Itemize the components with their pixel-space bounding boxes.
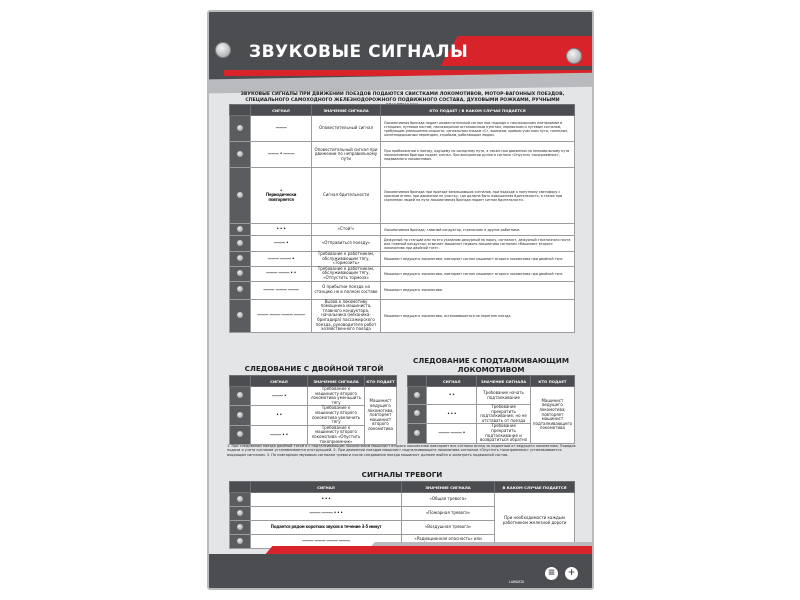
- table-row: [230, 224, 575, 236]
- meaning-cell: «Общая тревога»: [402, 493, 495, 507]
- who-cell: Локомотивная бригада, главный кондуктор, стрелочник и другие работники.: [381, 224, 575, 236]
- meaning-cell: Вызов к локомотиву помощника машиниста, главного кондуктора, начальника (механика-бригадира) пассажирского поезда, руководителя работ хозяйственного поезда: [312, 299, 381, 332]
- poster: [207, 10, 594, 590]
- lamp-icon: [237, 270, 243, 276]
- signal-lamp-cell: [230, 507, 251, 521]
- who-cell: Машинист ведущего локомотива, повторяет машинист второго локомотива: [365, 387, 397, 445]
- signal-cell: [251, 116, 312, 142]
- signal-cell: ——— •: [251, 387, 308, 406]
- who-cell: Дежурный по станции или по его указанию дежурный по парку, сигналист, дежурный стрелочного поста или главный кондуктор; отвечает машинист первого локомотива сигналом «Машинист второго локомотива при двойной тяге».: [381, 236, 575, 252]
- main-signal-table: [229, 104, 575, 333]
- lamp-icon: [237, 312, 243, 318]
- who-cell: Машинист ведущего локомотива; повторяет сигнал машинист второго локомотива при двойной тяге.: [381, 266, 575, 281]
- lamp-icon: [237, 125, 243, 131]
- signal-pattern: ——— • ———: [267, 151, 295, 157]
- meaning-cell: Оповестительный сигнал при движении по неправильному пути: [312, 142, 381, 168]
- signal-cell: [251, 507, 402, 521]
- signal-lamp-cell: [230, 387, 251, 406]
- lamp-icon: [237, 255, 243, 261]
- meaning-cell: Сигнал бдительности: [312, 168, 381, 224]
- signal-pattern: ——— ——— ——— ———: [302, 538, 350, 544]
- signal-pattern: ——— ——— • • •: [309, 510, 343, 516]
- when-cell: При необходимости каждым работником железной дороги: [495, 493, 575, 549]
- who-cell: При приближении к поезду, идущему по соседнему пути, а также при движении по неправильному пути локомотивная бригада подает сигнал. При восприятии ручного сигнала «Опустить токоприемник», подаваемого локомотивом.: [381, 142, 575, 168]
- signal-lamp-cell: [230, 425, 251, 444]
- signal-note: Подается рядом коротких звуков в течение 3-5 минут: [270, 524, 382, 530]
- meaning-cell: Требование начать подталкивание: [477, 387, 531, 405]
- lamp-icon: [414, 392, 420, 398]
- signal-lamp-cell: [230, 281, 251, 299]
- table-row: [230, 299, 575, 332]
- signal-cell: [251, 252, 312, 267]
- lamp-icon: [237, 226, 243, 232]
- meaning-cell: «Радиационная опасность» или: [402, 535, 495, 549]
- signal-pattern: • • •: [276, 226, 286, 232]
- col-meaning: ЗНАЧЕНИЕ СИГНАЛА: [312, 105, 381, 116]
- signal-lamp-cell: [230, 252, 251, 267]
- signal-lamp-cell: [230, 299, 251, 332]
- lamp-icon: [414, 430, 420, 436]
- signal-cell: ——— • •: [251, 425, 308, 444]
- brand-text: LAWDATA: [509, 580, 525, 584]
- signal-cell: [251, 266, 312, 281]
- who-cell: Машинист ведущего локомотива; повторяет машинист подталкивающего локомотива: [530, 387, 574, 444]
- signal-lamp-cell: [230, 521, 251, 535]
- signal-lamp-cell: [230, 493, 251, 507]
- col-who: КТО ПОДАЕТ: [365, 376, 397, 387]
- col-who: КТО ПОДАЕТ / В КАКОМ СЛУЧАЕ ПОДАЕТСЯ: [381, 105, 575, 116]
- col-meaning: ЗНАЧЕНИЕ СИГНАЛА: [477, 376, 531, 387]
- bolt-icon: [215, 42, 231, 58]
- signal-cell: [251, 236, 312, 252]
- who-cell: Машинист ведущего локомотива; повторяет сигнал машинист второго локомотива при двойной тяге.: [381, 252, 575, 267]
- who-cell: Локомотивная бригада подает оповестительный сигнал при подходе к пассажирским платформам и станциям, путевым постам, пассажирским остановочным пунктам, перевозкам и путевым сигналам, требующим уменьшения скорости, сигнальным знакам «С», выемкам, кривым участкам пути, тоннелям, железнодорожным переездам, стройкам, работающим людям.: [381, 116, 575, 142]
- col-when: В КАКОМ СЛУЧАЕ ПОДАЕТСЯ: [495, 482, 575, 493]
- meaning-cell: Требование к работникам, обслуживающим тягу, «Тормозить»: [312, 252, 381, 267]
- meaning-cell: Требование к работникам, обслуживающим тягу, «Отпустить тормоза»: [312, 266, 381, 281]
- table-row: [230, 493, 575, 507]
- signal-cell: [251, 521, 402, 535]
- meaning-cell: «Стой!»: [312, 224, 381, 236]
- signal-lamp-cell: [230, 266, 251, 281]
- signal-lamp-cell: [408, 405, 427, 424]
- signal-lamp-cell: [408, 387, 427, 405]
- lamp-icon: [237, 431, 243, 437]
- signal-note: Периодически повторяется: [265, 192, 297, 202]
- signal-lamp-cell: [408, 424, 427, 443]
- table-row: [230, 281, 575, 299]
- meaning-cell: Требование прекратить подталкивание, но не отставать от поезда: [477, 405, 531, 424]
- signal-cell: [251, 142, 312, 168]
- who-cell: Локомотивная бригада при проезде запрещающих сигналов, при подходе к попутному светофору с красным огнем, при движении по участку, где должна быть повышенная бдительность, а также при скоплении людей на пути локомотивная бригада подает сигнал бдительности.: [381, 168, 575, 224]
- signal-pattern: ——— ——— ———: [263, 286, 299, 292]
- double-traction-heading: СЛЕДОВАНИЕ С ДВОЙНОЙ ТЯГОЙ: [244, 364, 384, 373]
- table-row: [230, 236, 575, 252]
- poster-title: ЗВУКОВЫЕ СИГНАЛЫ: [249, 42, 469, 62]
- col-who: КТО ПОДАЕТ: [530, 376, 574, 387]
- signal-pattern: ———: [275, 125, 287, 131]
- table-row: [230, 116, 575, 142]
- meaning-cell: «Воздушная тревога»: [402, 521, 495, 535]
- signal-lamp-cell: [230, 406, 251, 425]
- meaning-cell: «Пожарная тревога»: [402, 507, 495, 521]
- signal-cell: [251, 299, 312, 332]
- meaning-cell: Требование к машинисту второго локомотива увеличить тягу: [308, 406, 365, 425]
- bolt-icon: [566, 48, 582, 64]
- who-cell: Машинист ведущего локомотива, остановившегося на перегоне поезда.: [381, 299, 575, 332]
- meaning-cell: Оповестительный сигнал: [312, 116, 381, 142]
- signal-lamp-cell: [230, 535, 251, 549]
- signal-lamp-cell: [230, 168, 251, 224]
- notes-text: 1. При следовании поезда двойной тягой и с подталкивающим локомотивом машинист второго локомотива повторяет все сигналы вслед за поданным от ведущего локомотива. Порядок подачи и учета сигналов устанавливается инструкцией. 2. При движении поездов машинист подталкивающего локомотива сигналом «Опустить токоприемник» устанавливается входящим сигналом. 3. По повторным звуковым сигналам тревоги после следования поезда машинист должен выйти и осмотреть подвижной состав.: [227, 444, 576, 457]
- signal-lamp-cell: [230, 116, 251, 142]
- col-signal: СИГНАЛ: [251, 105, 312, 116]
- signal-lamp-cell: [230, 236, 251, 252]
- footer-red-stripe: [266, 546, 594, 554]
- signal-lamp-cell: [230, 224, 251, 236]
- meaning-cell: Требование к машинисту второго локомотива «Опустить токоприемник»: [308, 425, 365, 444]
- lamp-icon: [414, 410, 420, 416]
- double-traction-table: [229, 375, 397, 445]
- signal-pattern: ——— ——— • •: [266, 270, 296, 276]
- signal-pattern: ——— ——— ——— ———: [257, 312, 305, 318]
- col-signal: СИГНАЛ: [251, 376, 308, 387]
- logo-bars-icon: ≡: [545, 567, 558, 580]
- who-cell: Машинист ведущего локомотива.: [381, 281, 575, 299]
- signal-cell: • • •: [427, 405, 477, 424]
- lamp-icon: [237, 524, 243, 530]
- signal-pattern: •: [279, 187, 283, 193]
- signal-cell: [251, 281, 312, 299]
- lamp-icon: [237, 240, 243, 246]
- meaning-cell: Требование к машинисту второго локомотива уменьшить тягу: [308, 387, 365, 406]
- lamp-icon: [237, 496, 243, 502]
- alarm-table: [229, 481, 575, 549]
- col-meaning: ЗНАЧЕНИЕ СИГНАЛА: [402, 482, 495, 493]
- lamp-icon: [237, 151, 243, 157]
- meaning-cell: Требование прекратить подталкивание и возвратиться обратно: [477, 424, 531, 443]
- lamp-icon: [237, 192, 243, 198]
- signal-lamp-cell: [230, 142, 251, 168]
- col-signal: СИГНАЛ: [427, 376, 477, 387]
- lamp-icon: [237, 286, 243, 292]
- table-row: [230, 168, 575, 224]
- intro-text: ЗВУКОВЫЕ СИГНАЛЫ ПРИ ДВИЖЕНИИ ПОЕЗДОВ ПОДАЮТСЯ СВИСТКАМИ ЛОКОМОТИВОВ, МОТОР-ВАГОННЫХ ПОЕЗДОВ, СПЕЦИАЛЬНОГО САМОХОДНОГО ЖЕЛЕЗНОДОРОЖНОГО ПОДВИЖНОГО СОСТАВА, ДУХОВЫМИ РОЖКАМИ, РУЧНЫМИ: [240, 92, 565, 103]
- signal-pattern: ——— ——— •: [267, 255, 295, 261]
- lamp-icon: [237, 412, 243, 418]
- signal-pattern: • • •: [321, 496, 331, 502]
- meaning-cell: «Отправиться поезду»: [312, 236, 381, 252]
- meaning-cell: О прибытии поезда на станцию не в полном составе: [312, 281, 381, 299]
- signal-cell: • •: [427, 387, 477, 405]
- table-row: [408, 387, 575, 405]
- table-row: [230, 387, 397, 406]
- signal-cell: [251, 224, 312, 236]
- pusher-heading: СЛЕДОВАНИЕ С ПОДТАЛКИВАЮЩИМ ЛОКОМОТИВОМ: [413, 356, 569, 374]
- signal-cell: • •: [251, 406, 308, 425]
- table-row: [230, 142, 575, 168]
- pusher-table: [407, 375, 575, 444]
- lamp-icon: [237, 538, 243, 544]
- col-meaning: ЗНАЧЕНИЕ СИГНАЛА: [308, 376, 365, 387]
- signal-cell: [251, 168, 312, 224]
- table-row: [230, 252, 575, 267]
- signal-pattern: ——— •: [273, 240, 289, 246]
- alarm-heading: СИГНАЛЫ ТРЕВОГИ: [361, 470, 443, 479]
- footer-band: [207, 554, 594, 590]
- table-row: [230, 266, 575, 281]
- signal-cell: [251, 493, 402, 507]
- logo-plus-icon: +: [565, 567, 578, 580]
- lamp-icon: [237, 510, 243, 516]
- lamp-icon: [237, 392, 243, 398]
- signal-cell: ——— ——— •: [427, 424, 477, 443]
- col-signal: СИГНАЛ: [251, 482, 402, 493]
